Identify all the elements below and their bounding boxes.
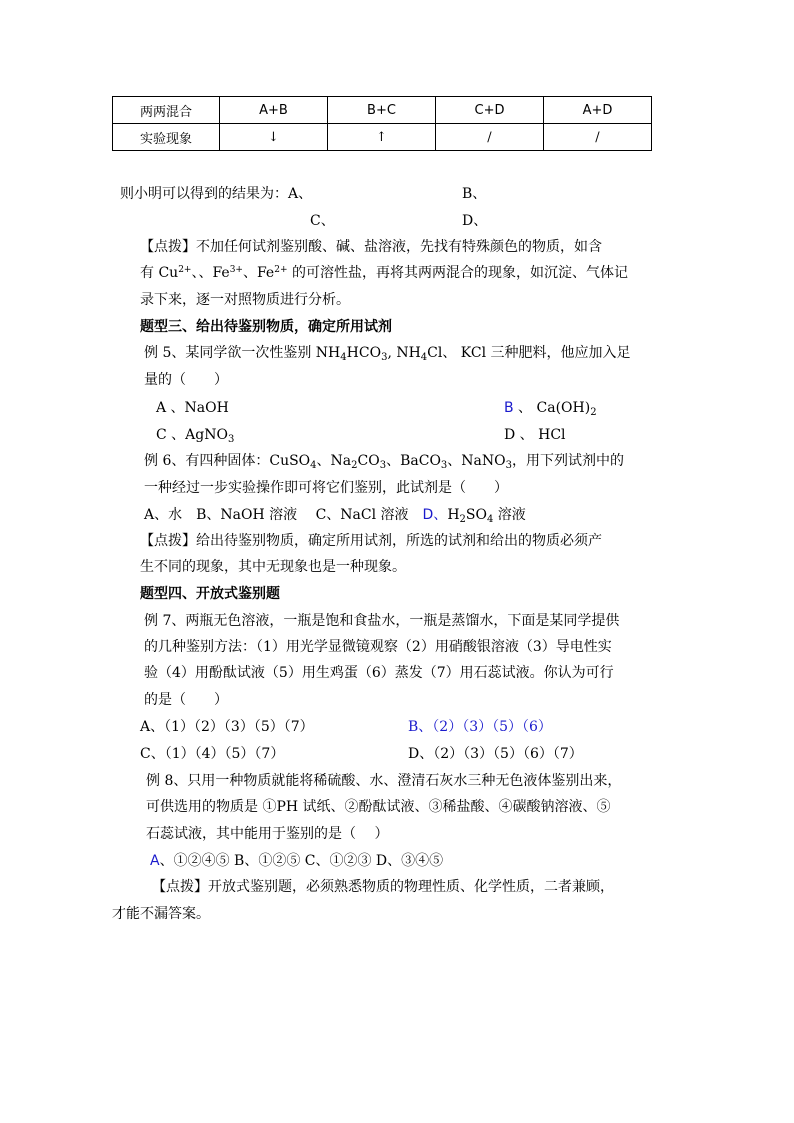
observation-table bbox=[112, 96, 652, 151]
subscript: 4 bbox=[310, 460, 317, 471]
ex5-text: Cl、 KCl 三种肥料，他应加入足 bbox=[427, 345, 631, 361]
ex5-option-d: D 、 HCl bbox=[504, 427, 566, 443]
ex6-text: A、水 B、NaOH 溶液 C、NaCl 溶液 bbox=[144, 507, 423, 523]
tip1-text: 、Fe bbox=[242, 265, 275, 281]
tip3-line1: 【点拨】开放式鉴别题，必须熟悉物质的物理性质、化学性质，二者兼顾， bbox=[152, 879, 614, 895]
answer-letter: D、 bbox=[422, 507, 448, 523]
ex6-text: 溶液 bbox=[493, 507, 526, 523]
table-cell: C+D bbox=[436, 97, 544, 124]
ex6-text: 、Na bbox=[316, 453, 352, 469]
ex5-text: HCO bbox=[346, 345, 382, 361]
subscript: 2 bbox=[459, 514, 466, 525]
ex6-text: ，用下列试剂中的 bbox=[512, 453, 624, 469]
ex8-line1: 例 8、只用一种物质就能将稀硫酸、水、澄清石灰水三种无色液体鉴别出来， bbox=[146, 773, 622, 789]
subscript: 3 bbox=[227, 434, 235, 445]
answer-letter: A bbox=[150, 853, 160, 869]
table-row bbox=[113, 97, 652, 124]
subscript: 4 bbox=[420, 352, 428, 363]
ex5-text: C 、AgNO bbox=[156, 427, 228, 443]
tip2-line2: 生不同的现象，其中无现象也是一种现象。 bbox=[140, 559, 406, 575]
subscript: 4 bbox=[340, 352, 347, 363]
ex7-line1: 例 7、两瓶无色溶液，一瓶是饱和食盐水，一瓶是蒸馏水，下面是某同学提供 bbox=[144, 613, 620, 629]
table-row bbox=[113, 124, 652, 151]
section-title-type4: 题型四、开放式鉴别题 bbox=[140, 586, 280, 602]
table-cell: B+C bbox=[328, 97, 436, 124]
subscript: 3 bbox=[379, 460, 387, 471]
ex7-line3: 验（4）用酚酞试液（5）用生鸡蛋（6）蒸发（7）用石蕊试液。你认为可行 bbox=[144, 665, 614, 681]
subscript: 3 bbox=[381, 352, 388, 363]
ex5-question bbox=[144, 343, 631, 363]
ex6-text: H bbox=[447, 507, 460, 523]
result-c: C、 bbox=[310, 213, 335, 229]
result-line-a: 则小明可以得到的结果为：A、 bbox=[120, 186, 313, 202]
table-cell: A+B bbox=[220, 97, 328, 124]
subscript: 2 bbox=[351, 460, 358, 471]
ex5-text: , NH bbox=[387, 345, 421, 361]
tip2-line1: 【点拨】给出待鉴别物质，确定所用试剂，所选的试剂和给出的物质必须产 bbox=[140, 533, 602, 549]
subscript: 3 bbox=[505, 460, 512, 471]
table-cell: ↑ bbox=[328, 124, 436, 151]
ex7-option-b: B、（2）（3）（5）（6） bbox=[408, 719, 552, 735]
ex8-line3: 石蕊试液，其中能用于鉴别的是（ ） bbox=[146, 826, 389, 842]
subscript: 2 bbox=[590, 407, 597, 418]
tip3-line2: 才能不漏答案。 bbox=[112, 906, 210, 922]
result-b: B、 bbox=[462, 186, 487, 202]
ex5-option-a: A 、NaOH bbox=[156, 400, 229, 416]
ex6-text: 例 6、有四种固体：CuSO bbox=[144, 453, 311, 469]
ex7-option-c: C、（1）（4）（5）（7） bbox=[140, 746, 285, 762]
ex5-option-c bbox=[156, 425, 234, 445]
ex5-text: 例 5、某同学欲一次性鉴别 NH bbox=[144, 345, 341, 361]
tip1-line3: 录下来，逐一对照物质进行分析。 bbox=[140, 292, 350, 308]
tip1-text: 的可溶性盐，再将其两两混合的现象，如沉淀、气体记 bbox=[287, 265, 628, 281]
ex6-text: CO bbox=[357, 453, 380, 469]
subscript: 3 bbox=[440, 460, 448, 471]
ex8-options bbox=[150, 851, 443, 871]
ex7-line2: 的几种鉴别方法：（1）用光学显微镜观察（2）用硝酸银溶液（3）导电性实 bbox=[144, 639, 612, 655]
ex8-line2: 可供选用的物质是 ①PH 试纸、②酚酞试液、③稀盐酸、④碳酸钠溶液、⑤ bbox=[146, 799, 611, 815]
ion-charge: 2+ bbox=[178, 265, 192, 275]
ex6-question-line2: 一种经过一步实验操作即可将它们鉴别，此试剂是（ ） bbox=[144, 480, 508, 496]
tip1-text: 有 Cu bbox=[140, 265, 179, 281]
ex5-question-line2: 量的（ ） bbox=[144, 372, 228, 388]
ex6-options bbox=[144, 505, 526, 525]
ex5-option-b bbox=[504, 398, 597, 418]
table-cell: A+D bbox=[544, 97, 652, 124]
tip1-text: 、、Fe bbox=[191, 265, 230, 281]
ex6-text: SO bbox=[465, 507, 487, 523]
result-d: D、 bbox=[462, 213, 488, 229]
tip1-line2 bbox=[140, 263, 628, 283]
ex6-question bbox=[144, 451, 624, 471]
ex7-option-a: A、（1）（2）（3）（5）（7） bbox=[140, 719, 314, 735]
table-cell: ↓ bbox=[220, 124, 328, 151]
ex8-text: 、①②④⑤ B、①②⑤ C、①②③ D、③④⑤ bbox=[159, 853, 444, 869]
section-title-type3: 题型三、给出待鉴别物质，确定所用试剂 bbox=[140, 319, 392, 335]
ex7-option-d: D、（2）（3）（5）（6）（7） bbox=[408, 746, 583, 762]
ex6-text: 、NaNO bbox=[447, 453, 506, 469]
ex6-text: 、BaCO bbox=[386, 453, 441, 469]
table-cell: / bbox=[544, 124, 652, 151]
ex5-text: 、 Ca(OH) bbox=[513, 400, 591, 416]
table-cell: 两两混合 bbox=[113, 97, 220, 124]
ion-charge: 3+ bbox=[229, 265, 243, 275]
table-cell: 实验现象 bbox=[113, 124, 220, 151]
table-cell: / bbox=[436, 124, 544, 151]
ex7-line4: 的是（ ） bbox=[144, 692, 228, 708]
answer-letter: B bbox=[504, 400, 514, 416]
subscript: 4 bbox=[486, 514, 494, 525]
tip1-line1: 【点拨】不加任何试剂鉴别酸、碱、盐溶液，先找有特殊颜色的物质，如含 bbox=[140, 239, 602, 255]
ion-charge: 2+ bbox=[274, 265, 288, 275]
